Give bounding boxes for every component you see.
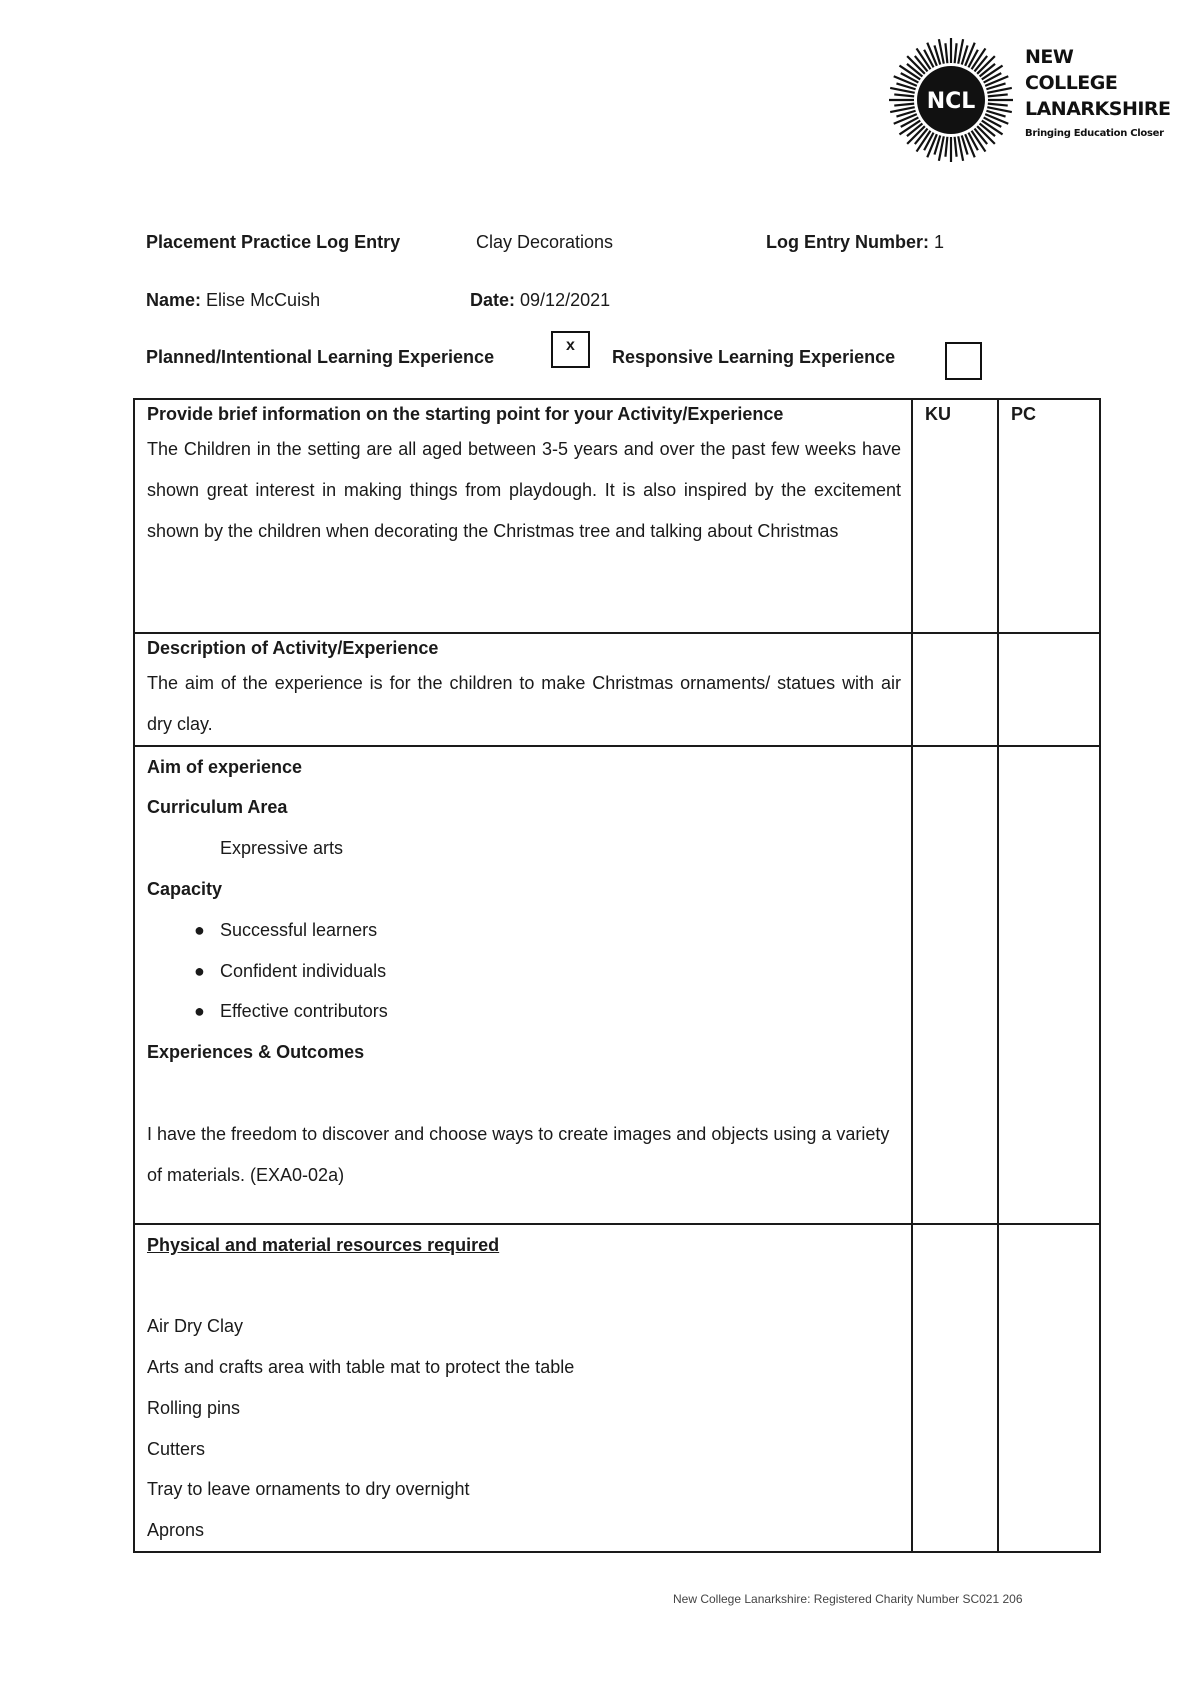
starting-point-cell: [134, 399, 912, 633]
sunburst-logo-icon: [887, 36, 1017, 164]
starting-point-text: The Children in the setting are all aged between 3-5 years and over the past few weeks have shown great interest in making things from playdough. It is also inspired by the excitement shown by the children when decorating the Christmas tree and talking about Christmas: [147, 439, 901, 541]
outcome-text: I have the freedom to discover and choose ways to create images and objects using a variety of materials. (EXA0-02a): [147, 1123, 890, 1185]
resource-item: Arts and crafts area with table mat to protect the table: [147, 1356, 575, 1377]
pc-column-header: PC: [998, 399, 1100, 633]
description-heading: Description of Activity/Experience: [147, 638, 439, 658]
logo-ray: [894, 104, 914, 106]
starting-point-row: [134, 399, 1100, 633]
curriculum-heading: Curriculum Area: [147, 797, 288, 818]
checkbox-checked-mark: x: [566, 337, 575, 354]
log-title: Placement Practice Log Entry: [146, 232, 401, 252]
college-name-line: NEW: [1025, 46, 1074, 68]
log-table: [133, 398, 1101, 1553]
ku-column-header: KU: [912, 399, 998, 633]
pc-cell: [998, 633, 1100, 746]
college-name-line: COLLEGE: [1025, 72, 1118, 94]
bullet-icon: ●: [194, 960, 205, 981]
responsive-experience-label: Responsive Learning Experience: [612, 347, 896, 367]
activity-title: Clay Decorations: [476, 232, 614, 252]
capacity-heading: Capacity: [147, 878, 223, 899]
responsive-experience-checkbox[interactable]: [945, 342, 982, 380]
planned-experience-label: Planned/Intentional Learning Experience: [146, 347, 495, 367]
footer-charity-note: New College Lanarkshire: Registered Charity Number SC021 206: [673, 1592, 1023, 1606]
outcomes-heading: Experiences & Outcomes: [147, 1042, 365, 1063]
logo-ray: [955, 137, 957, 157]
student-name: Name: Elise McCuish: [146, 290, 321, 310]
capacity-list-item: ● Effective contributors: [147, 991, 901, 1032]
pc-cell: [998, 746, 1100, 1224]
aim-cell: [134, 746, 912, 1224]
aim-heading: Aim of experience: [147, 756, 303, 777]
resources-row: [134, 1224, 1100, 1552]
logo-ray: [955, 43, 957, 63]
ku-cell: [912, 633, 998, 746]
resource-item: Air Dry Clay: [147, 1316, 244, 1337]
ku-cell: [912, 746, 998, 1224]
logo-ray: [988, 94, 1008, 96]
entry-date: Date: 09/12/2021: [470, 290, 611, 310]
capacity-list-item: ● Confident individuals: [147, 951, 901, 992]
aim-row: [134, 746, 1100, 1224]
capacity-list-item: ● Successful learners: [147, 910, 901, 951]
college-name: [1025, 44, 1171, 122]
planned-experience-checkbox[interactable]: [551, 331, 590, 368]
ku-cell: [912, 1224, 998, 1552]
bullet-icon: ●: [194, 919, 205, 940]
resource-item: Rolling pins: [147, 1397, 241, 1418]
bullet-icon: ●: [194, 1001, 205, 1022]
resource-item: Aprons: [147, 1520, 205, 1541]
resources-heading: Physical and material resources required: [147, 1234, 500, 1255]
resource-item: Tray to leave ornaments to dry overnight: [147, 1479, 470, 1500]
pc-cell: [998, 1224, 1100, 1552]
description-cell: [134, 633, 912, 746]
description-text: The aim of the experience is for the children to make Christmas ornaments/ statues with air dry clay.: [147, 673, 901, 734]
logo-badge-text: NCL: [926, 89, 976, 114]
college-name-line: LANARKSHIRE: [1025, 98, 1171, 120]
logo-ray: [945, 43, 947, 63]
resources-cell: [134, 1224, 912, 1552]
logo-ray: [894, 94, 914, 96]
starting-point-heading: Provide brief information on the starting point for your Activity/Experience: [147, 404, 784, 424]
college-tagline: Bringing Education Closer: [1025, 128, 1164, 139]
logo-ray: [945, 137, 947, 157]
log-entry-number: Log Entry Number: 1: [766, 232, 945, 252]
logo-ray: [988, 104, 1008, 106]
resource-item: Cutters: [147, 1438, 206, 1459]
description-row: [134, 633, 1100, 746]
curriculum-value: Expressive arts: [220, 838, 344, 859]
